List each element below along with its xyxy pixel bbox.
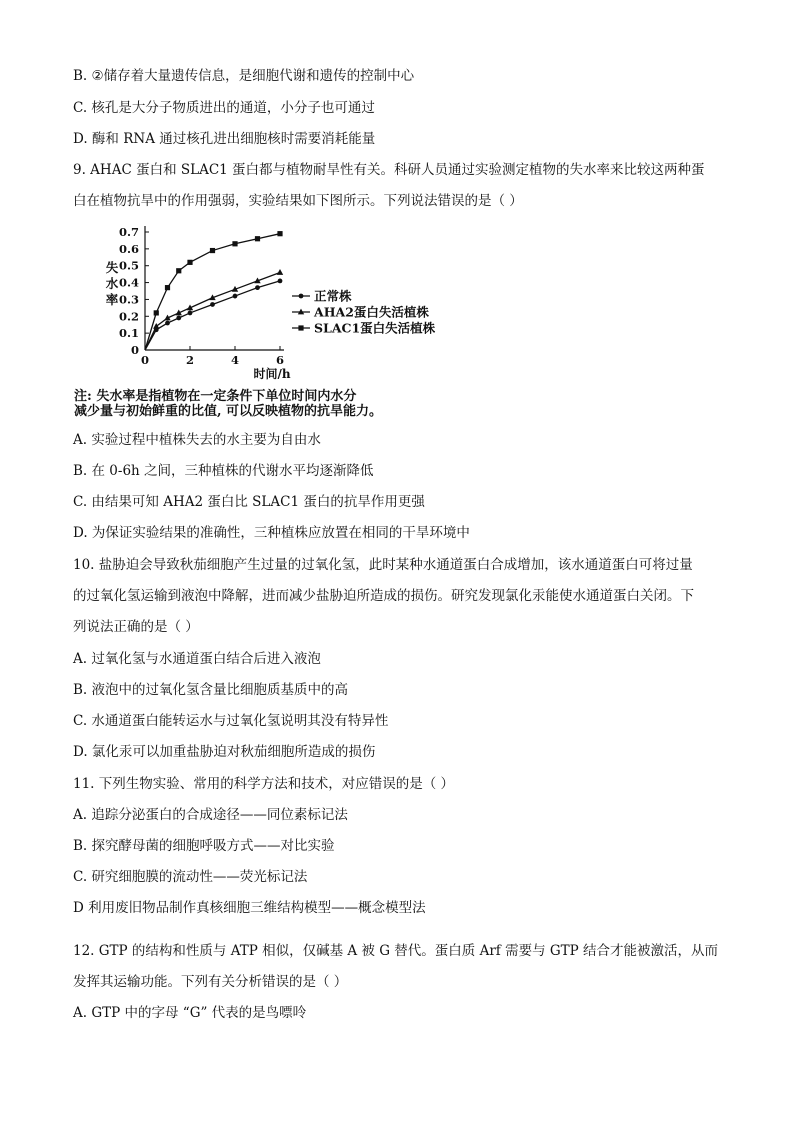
question-12-stem-line-1: 12. GTP 的结构和性质与 ATP 相似，仅碱基 A 被 G 替代。蛋白质 Arf 需要与 GTP 结合才能被激活，从而 (73, 943, 719, 959)
y-tick-label: 0.7 (118, 225, 139, 239)
point-marker (255, 236, 260, 241)
x-tick-label: 6 (275, 353, 285, 367)
option-10c: C. 水通道蛋白能转运水与过氧化氢说明其没有特异性 (73, 713, 389, 729)
series-line (145, 272, 280, 350)
y-axis-label-char: 率 (105, 292, 119, 307)
point-marker (299, 294, 304, 299)
point-marker (165, 321, 170, 326)
y-tick-label: 0.5 (118, 258, 139, 273)
option-11d: D 利用废旧物品制作真核细胞三维结构模型——概念模型法 (73, 900, 426, 916)
x-tick-label: 0 (140, 353, 150, 367)
chart-series (145, 231, 283, 350)
legend-label: AHA2蛋白失活植株 (314, 304, 429, 320)
point-marker (188, 311, 193, 316)
question-10-stem-line-3: 列说法正确的是（ ） (73, 619, 199, 635)
point-marker (277, 231, 282, 236)
y-axis-label-char: 水 (105, 276, 119, 291)
point-marker (153, 323, 159, 329)
chart-note-line-2: 减少量与初始鲜重的比值, 可以反映植物的抗旱能力。 (74, 404, 383, 419)
point-marker (277, 269, 283, 275)
option-11c: C. 研究细胞膜的流动性——荧光标记法 (73, 869, 308, 885)
option-11a: A. 追踪分泌蛋白的合成途径——同位素标记法 (73, 807, 348, 823)
point-marker (210, 302, 215, 307)
option-8d: D. 酶和 RNA 通过核孔进出细胞核时需要消耗能量 (73, 131, 376, 147)
legend-label: 正常株 (314, 288, 352, 304)
x-tick-label: 2 (185, 353, 195, 367)
x-tick-label: 4 (230, 353, 240, 367)
y-tick-label: 0.2 (118, 309, 139, 324)
point-marker (298, 325, 303, 330)
question-10-stem-line-1: 10. 盐胁迫会导致秋茄细胞产生过量的过氧化氢，此时某种水通道蛋白合成增加，该水通道蛋白可将过量 (73, 557, 693, 573)
option-9a: A. 实验过程中植株失去的水主要为自由水 (73, 432, 321, 448)
point-marker (233, 294, 238, 299)
x-axis-label: 时间/h (253, 367, 291, 381)
point-marker (154, 310, 159, 315)
point-marker (232, 241, 237, 246)
option-8b: B. ②储存着大量遗传信息，是细胞代谢和遗传的控制中心 (73, 68, 415, 84)
point-marker (176, 316, 181, 321)
y-axis-label-char: 失 (105, 260, 119, 275)
legend-label: SLAC1蛋白失活植株 (314, 320, 436, 336)
y-tick-label: 0.3 (118, 292, 139, 307)
series-triangle (145, 269, 283, 350)
question-12-stem-line-2: 发挥其运输功能。下列有关分析错误的是（ ） (73, 974, 348, 990)
option-12a: A. GTP 中的字母 “G” 代表的是鸟嘌呤 (73, 1005, 307, 1021)
option-9d: D. 为保证实验结果的准确性，三种植株应放置在相同的干旱环境中 (73, 525, 470, 541)
y-tick-label: 0.4 (118, 275, 139, 290)
option-10d: D. 氯化汞可以加重盐胁迫对秋茄细胞所造成的损伤 (73, 744, 376, 760)
option-9b: B. 在 0-6h 之间，三种植株的代谢水平均逐渐降低 (73, 463, 374, 479)
option-11b: B. 探究酵母菌的细胞呼吸方式——对比实验 (73, 838, 335, 854)
series-square (145, 231, 283, 350)
chart-note-line-1: 注: 失水率是指植物在一定条件下单位时间内水分 (74, 389, 357, 404)
option-8c: C. 核孔是大分子物质进出的通道，小分子也可通过 (73, 100, 375, 116)
point-marker (210, 248, 215, 253)
option-10b: B. 液泡中的过氧化氢含量比细胞质基质中的高 (73, 682, 349, 698)
y-tick-label: 0.1 (118, 326, 139, 341)
point-marker (165, 285, 170, 290)
point-marker (278, 278, 283, 283)
point-marker (255, 285, 260, 290)
question-9-stem-line-1: 9. AHAC 蛋白和 SLAC1 蛋白都与植物耐旱性有关。科研人员通过实验测定植物的失水率来比较这两种蛋 (73, 162, 705, 178)
question-11-stem: 11. 下列生物实验、常用的科学方法和技术，对应错误的是（ ） (73, 776, 455, 792)
chart-legend (292, 289, 436, 336)
option-10a: A. 过氧化氢与水通道蛋白结合后进入液泡 (73, 651, 321, 667)
y-tick-label: 0.6 (118, 241, 139, 256)
point-marker (187, 260, 192, 265)
question-9-stem-line-2: 白在植物抗旱中的作用强弱，实验结果如下图所示。下列说法错误的是（ ） (73, 193, 523, 209)
chart-axes (106, 225, 291, 381)
option-9c: C. 由结果可知 AHA2 蛋白比 SLAC1 蛋白的抗旱作用更强 (73, 494, 425, 510)
question-10-stem-line-2: 的过氧化氢运输到液泡中降解，进而减少盐胁迫所造成的损伤。研究发现氯化汞能使水通道蛋白关闭。下 (73, 588, 694, 604)
y-tick-label: 0 (130, 343, 139, 357)
point-marker (176, 268, 181, 273)
